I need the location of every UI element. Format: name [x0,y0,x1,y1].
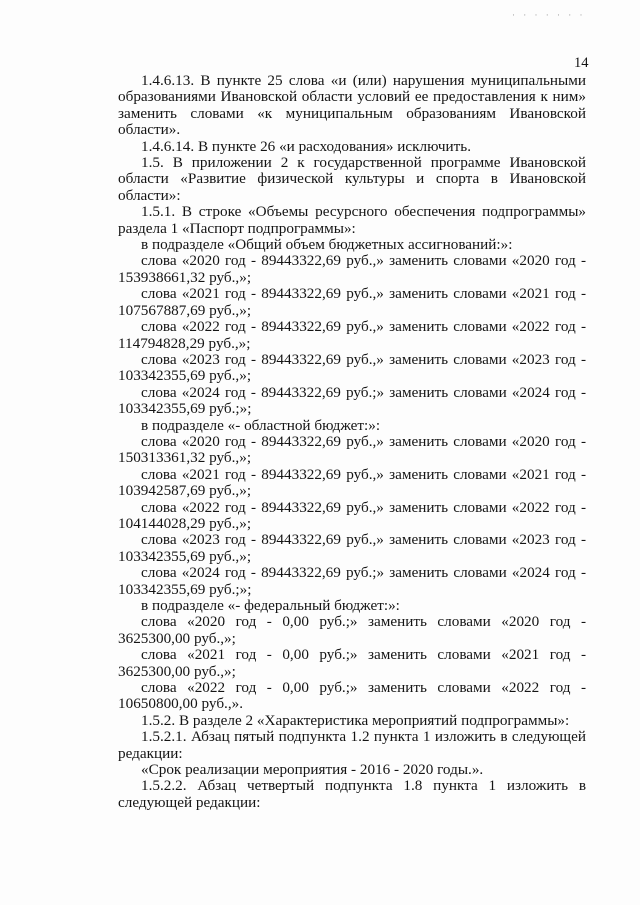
text-line: 107567887,69 руб.,»; [118,301,252,319]
text-line: 1.5.2.1. Абзац пятый подпункта 1.2 пункта 1 изложить в следующей [141,728,586,746]
text-line: редакции: [118,744,183,762]
text-line: слова «2024 год - 89443322,69 руб.;» заменить словами «2024 год - [141,383,586,401]
text-line: 10650800,00 руб.,». [118,695,244,713]
text-line: слова «2022 год - 89443322,69 руб.,» заменить словами «2022 год - [141,498,586,516]
text-line: 3625300,00 руб.,»; [118,662,236,680]
text-line: 3625300,00 руб.,»; [118,629,236,647]
text-line: 150313361,32 руб.,»; [118,449,252,467]
text-line: 1.4.6.13. В пункте 25 слова «и (или) нарушения муниципальными [141,72,586,89]
text-line: слова «2023 год - 89443322,69 руб.,» заменить словами «2023 год - [141,350,586,368]
text-line: области». [118,121,181,139]
text-line: 103342355,69 руб.,»; [118,547,252,565]
text-line: заменить словами «к муниципальным образованиям Ивановской [118,104,586,122]
text-line: 114794828,29 руб.,»; [118,334,251,352]
text-line: 103342355,69 руб.,»; [118,367,252,385]
document-body [118,73,586,811]
text-line: слова «2020 год - 0,00 руб.;» заменить словами «2020 год - [141,613,586,631]
text-line: области «Развитие физической культуры и спорта в Ивановской области»: [118,170,586,204]
text-line: слова «2022 год - 0,00 руб.;» заменить словами «2022 год - [141,679,586,697]
text-line: слова «2020 год - 89443322,69 руб.,» заменить словами «2020 год - [141,432,586,450]
text-line: 103342355,69 руб.;»; [118,580,252,598]
text-line: в подразделе «Общий объем бюджетных ассигнований:»: [141,236,513,254]
text-line: в подразделе «- федеральный бюджет:»: [141,597,400,614]
text-line: 104144028,29 руб.,»; [118,514,252,532]
text-line: слова «2021 год - 89443322,69 руб.,» заменить словами «2021 год - [141,285,586,303]
text-line: 103342355,69 руб.;»; [118,400,252,418]
text-line: 153938661,32 руб.,»; [118,268,252,286]
text-line: слова «2023 год - 89443322,69 руб.,» заменить словами «2023 год - [141,531,586,549]
text-line: 103942587,69 руб.,»; [118,482,252,500]
text-line: в подразделе «- областной бюджет:»: [141,416,381,434]
text-line: слова «2021 год - 89443322,69 руб.,» заменить словами «2021 год - [141,465,586,483]
text-line: 1.5.2. В разделе 2 «Характеристика мероприятий подпрограммы»: [141,711,570,729]
text-line: слова «2024 год - 89443322,69 руб.;» заменить словами «2024 год - [141,564,586,582]
text-line: образованиями Ивановской области условий ее предоставления к ним» [118,88,586,106]
text-line: слова «2022 год - 89443322,69 руб.,» заменить словами «2022 год - [141,318,586,336]
text-line: раздела 1 «Паспорт подпрограммы»: [118,219,356,237]
text-line: 1.5.2.2. Абзац четвертый подпункта 1.8 пункта 1 изложить в [141,777,586,795]
text-line: слова «2020 год - 89443322,69 руб.,» заменить словами «2020 год - [141,252,586,270]
text-line: «Срок реализации мероприятия - 2016 - 2020 годы.». [141,761,484,779]
text-line: слова «2021 год - 0,00 руб.;» заменить словами «2021 год - [141,646,586,664]
text-line: 1.4.6.14. В пункте 26 «и расходования» исключить. [141,137,472,155]
text-line: 1.5. В приложении 2 к государственной программе Ивановской [141,154,586,172]
scan-header-marks: · · · · · · · [512,10,586,20]
text-line: 1.5.1. В строке «Объемы ресурсного обеспечения подпрограммы» [141,203,586,221]
page-number: 14 [574,55,589,71]
text-line: следующей редакции: [118,793,261,811]
